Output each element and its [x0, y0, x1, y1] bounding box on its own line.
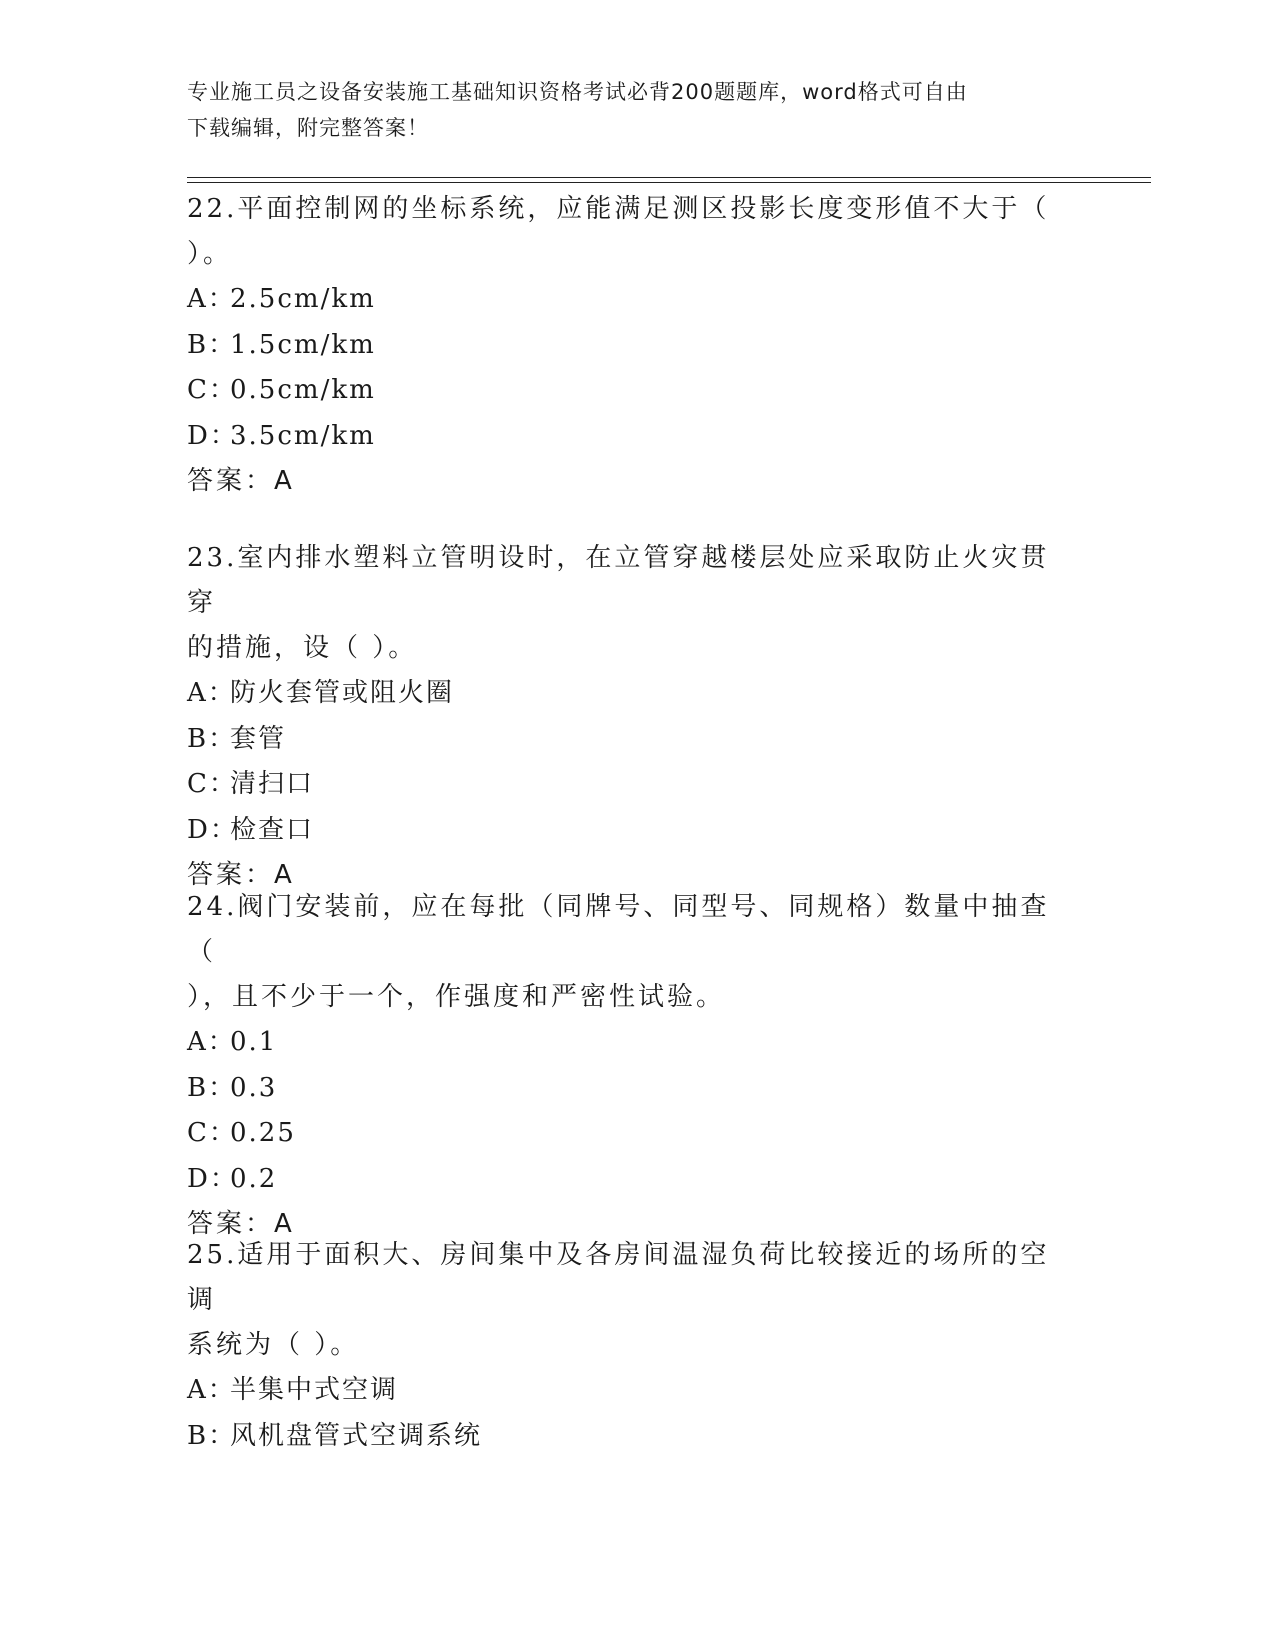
option-text: 0.1 — [230, 1027, 278, 1057]
answer-line: 答案：A — [187, 1209, 295, 1239]
option-letter: A： — [187, 284, 236, 314]
question-stem-line-1: 24.阀门安装前，应在每批（同牌号、同型号、同规格）数量中抽查（ — [187, 892, 1050, 967]
option-letter: B： — [187, 723, 237, 754]
answer-line: 答案：A — [187, 860, 295, 890]
header-divider-bottom — [187, 182, 1151, 183]
answer-line: 答案：A — [187, 466, 295, 496]
question-stem-line-1: 25.适用于面积大、房间集中及各房间温湿负荷比较接近的场所的空调 — [187, 1240, 1050, 1315]
option-text: 3.5cm/km — [230, 420, 376, 451]
option-a — [187, 1020, 1087, 1066]
option-text: 防火套管或阻火圈 — [230, 678, 455, 708]
header-line-2: 下载编辑，附完整答案！ — [187, 116, 429, 140]
option-letter: D： — [187, 420, 238, 451]
option-text: 套管 — [230, 723, 287, 754]
header-divider-top — [187, 177, 1151, 178]
option-a — [187, 671, 1087, 717]
option-d — [187, 808, 1087, 854]
question-stem — [187, 1233, 1067, 1368]
option-letter: A： — [187, 1375, 236, 1405]
question-stem-line-2: ）。 — [187, 239, 233, 269]
question-stem — [187, 536, 1067, 671]
option-b — [187, 323, 1087, 369]
option-text: 0.25 — [230, 1118, 296, 1148]
option-text: 1.5cm/km — [230, 329, 376, 360]
option-c — [187, 368, 1087, 414]
option-text: 0.3 — [230, 1072, 278, 1103]
option-a — [187, 1368, 1087, 1414]
question-22 — [187, 187, 1087, 504]
option-text: 2.5cm/km — [230, 284, 376, 314]
option-d — [187, 414, 1087, 460]
option-letter: A： — [187, 1027, 236, 1057]
option-b — [187, 1414, 1087, 1460]
option-c — [187, 1111, 1087, 1157]
option-text: 0.2 — [230, 1163, 278, 1194]
question-stem-line-1: 22.平面控制网的坐标系统，应能满足测区投影长度变形值不大于（ — [187, 194, 1050, 224]
question-stem — [187, 885, 1067, 1020]
option-c — [187, 762, 1087, 808]
option-letter: B： — [187, 329, 237, 360]
option-a — [187, 277, 1087, 323]
question-stem — [187, 187, 1067, 277]
question-24 — [187, 885, 1087, 1247]
header-line-1: 专业施工员之设备安装施工基础知识资格考试必背200题题库，word格式可自由 — [187, 80, 968, 104]
question-stem-line-1: 23.室内排水塑料立管明设时，在立管穿越楼层处应采取防止火灾贯穿 — [187, 543, 1050, 618]
question-stem-line-2: 的措施，设（ ）。 — [187, 633, 418, 663]
option-letter: B： — [187, 1420, 237, 1451]
question-stem-line-2: ），且不少于一个，作强度和严密性试验。 — [187, 982, 726, 1012]
document-header — [187, 74, 1067, 146]
question-stem-line-2: 系统为（ ）。 — [187, 1330, 360, 1360]
option-text: 0.5cm/km — [230, 375, 376, 405]
option-text: 半集中式空调 — [230, 1375, 399, 1405]
option-b — [187, 717, 1087, 763]
option-d — [187, 1157, 1087, 1203]
option-letter: D： — [187, 1163, 238, 1194]
option-letter: C： — [187, 375, 237, 405]
option-letter: B： — [187, 1072, 237, 1103]
option-text: 清扫口 — [230, 769, 315, 799]
option-b — [187, 1066, 1087, 1112]
option-text: 风机盘管式空调系统 — [230, 1420, 483, 1451]
option-text: 检查口 — [230, 814, 315, 845]
option-letter: C： — [187, 769, 237, 799]
option-letter: D： — [187, 814, 238, 845]
option-letter: C： — [187, 1118, 237, 1148]
question-25 — [187, 1233, 1087, 1459]
question-23 — [187, 536, 1087, 898]
option-letter: A： — [187, 678, 236, 708]
